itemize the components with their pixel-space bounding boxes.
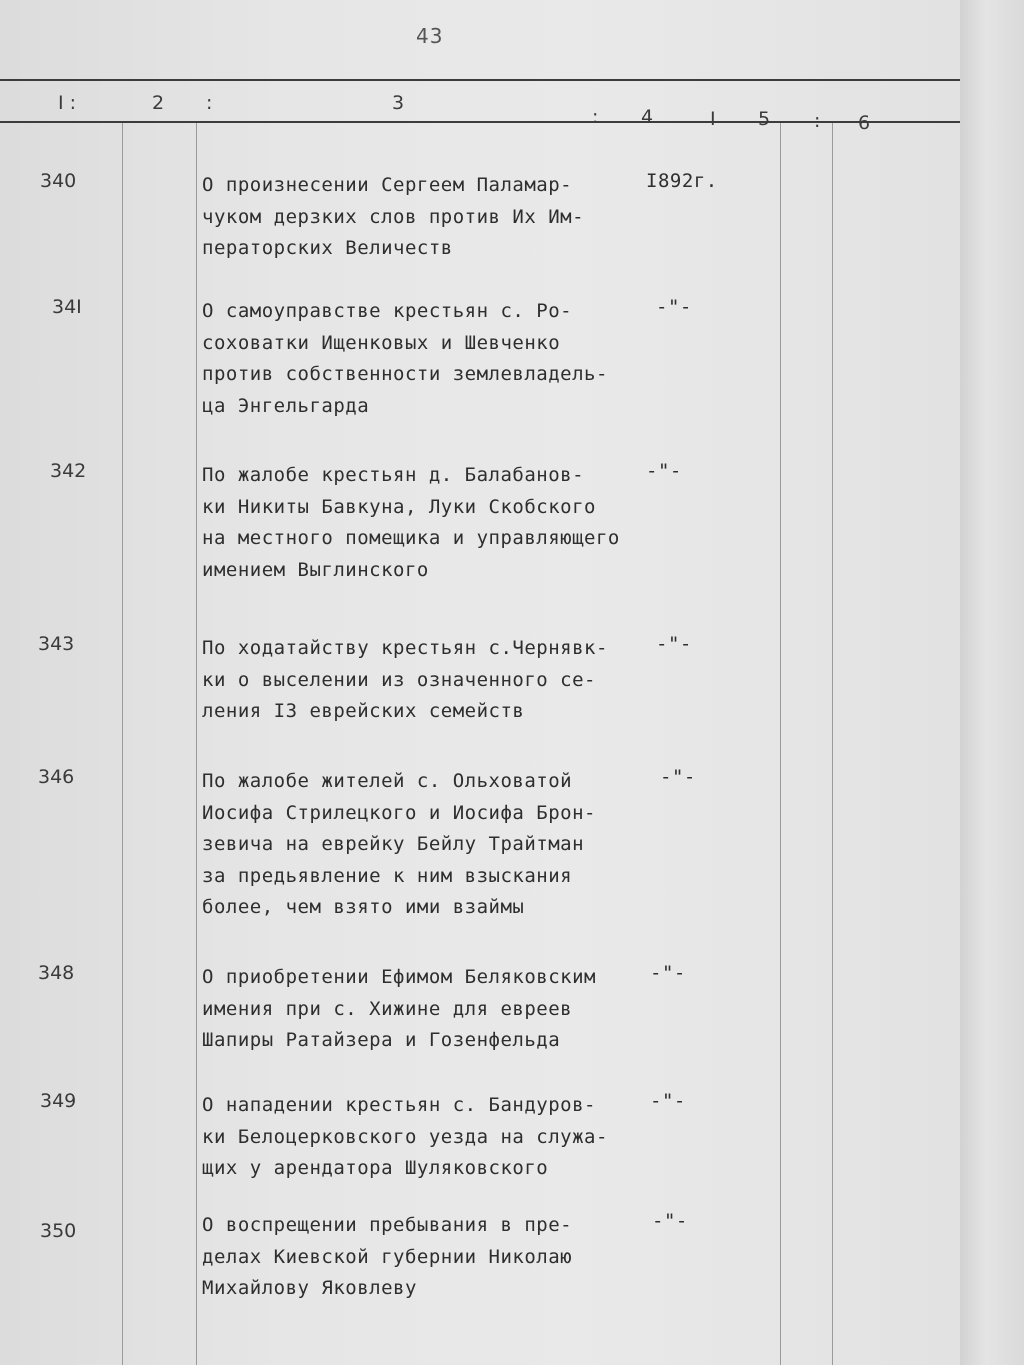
entry-date: -"- [656, 633, 692, 655]
page-number: 43 [416, 24, 444, 48]
column-separator: I [710, 108, 716, 130]
column-separator: : [814, 110, 821, 132]
entry-number: 348 [38, 962, 75, 984]
entry-date: I892г. [646, 170, 718, 192]
column-separator: : [592, 106, 599, 128]
column-header-2: 2 [152, 92, 165, 114]
entry-number: 340 [40, 170, 77, 192]
entry-date: -"- [652, 1210, 688, 1232]
entry-title: О приобретении Ефимом Беляковским имения при с. Хижине для евреев Шапиры Ратайзера и Гозенфельда [202, 966, 596, 1051]
entry-title: По жалобе жителей с. Ольховатой Иосифа Стрилецкого и Иосифа Брон- зевича на еврейку Бейлу Трайтман за предьявление к ним взыскания более, чем взято ими взаймы [202, 770, 596, 918]
column-header-6: 6 [858, 112, 871, 134]
entry-number: 350 [40, 1220, 77, 1242]
entry-number: 342 [50, 460, 87, 482]
column-divider [780, 123, 781, 1365]
column-header-1: I : [58, 92, 77, 114]
header-rule-top [0, 79, 960, 81]
entry-title: По ходатайству крестьян с.Чернявк- ки о выселении из означенного се- ления I3 еврейских семейств [202, 637, 608, 722]
entry-number: 34I [52, 296, 82, 318]
entry-title: О произнесении Сергеем Паламар- чуком дерзких слов против Их Им- ператорских Величеств [202, 174, 585, 259]
entry-title: По жалобе крестьян д. Балабанов- ки Никиты Бавкуна, Луки Скобского на местного помещика и управляющего имением Выглинского [202, 464, 620, 581]
entry-date: -"- [650, 962, 686, 984]
entry-number: 349 [40, 1090, 77, 1112]
page-edge [960, 0, 1024, 1365]
column-divider [122, 123, 123, 1365]
entry-date: -"- [656, 296, 692, 318]
entry-title: О воспрещении пребывания в пре- делах Киевской губернии Николаю Михайлову Яковлеву [202, 1214, 573, 1299]
entry-number: 346 [38, 766, 75, 788]
column-divider [832, 123, 833, 1365]
entry-title: О самоуправстве крестьян с. Ро- соховатки Ищенковых и Шевченко против собственности землевладель- ца Энгельгарда [202, 300, 608, 417]
entry-date: -"- [646, 460, 682, 482]
column-header-5: 5 [758, 108, 771, 130]
column-separator: : [206, 92, 213, 114]
column-header-4: 4 [641, 106, 654, 128]
column-divider [196, 123, 197, 1365]
entry-date: -"- [650, 1090, 686, 1112]
column-header-3: 3 [392, 92, 405, 114]
entry-title: О нападении крестьян с. Бандуров- ки Белоцерковского уезда на служа- щих у арендатора Шуляковского [202, 1094, 608, 1179]
entry-date: -"- [660, 766, 696, 788]
entry-number: 343 [38, 633, 75, 655]
